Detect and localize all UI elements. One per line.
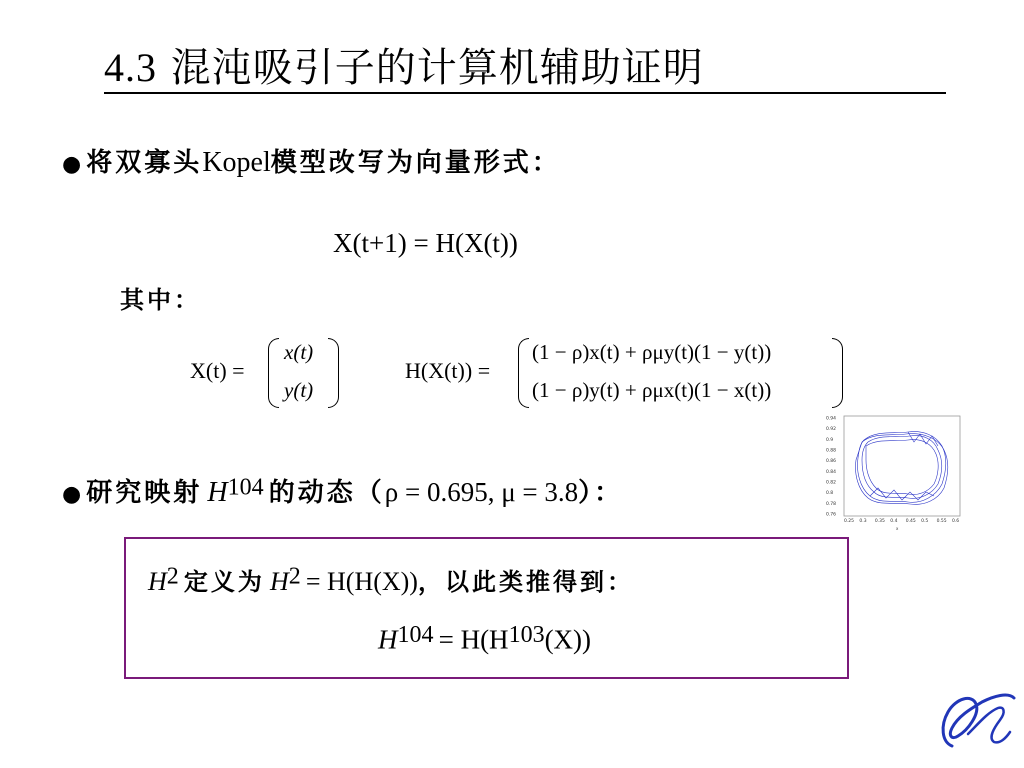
inset-y-tick-label: 0.82 <box>826 480 837 486</box>
page-title <box>104 36 704 93</box>
hmap-row1: (1 − ρ)x(t) + ρμy(t)(1 − y(t)) <box>532 340 772 364</box>
inset-x-tick-label: 0.25 <box>844 519 855 524</box>
box-h2-base: H <box>148 567 167 596</box>
inset-y-tick-label: 0.94 <box>826 416 837 422</box>
vector-row1: x(t) <box>284 340 314 364</box>
eq-main-rhs: H(X(t)) <box>435 228 518 258</box>
bullet-dot: ● <box>62 482 82 507</box>
eq-main-equals: = <box>413 228 429 258</box>
eq-main-lhs: X(t+1) <box>333 228 407 258</box>
inset-x-ticks <box>844 518 959 524</box>
inset-y-ticks <box>826 416 836 518</box>
box-line-1 <box>148 562 634 597</box>
box-def-rhs: = H(H(X)) <box>305 567 418 596</box>
hmap-lhs: H(X(t)) = <box>405 358 491 383</box>
box-final-lhs-exp: 104 <box>397 622 434 648</box>
box-final-lhs-base: H <box>378 624 398 655</box>
inset-x-tick-label: 0.6 <box>952 519 960 524</box>
attractor-inset-plot <box>824 412 964 532</box>
vector-left-paren <box>268 338 279 408</box>
inset-y-tick-label: 0.78 <box>826 501 837 507</box>
box-line-2 <box>378 622 591 655</box>
inset-y-tick-label: 0.8 <box>826 491 834 497</box>
logo-icon <box>938 686 1018 758</box>
vector-right-paren <box>328 338 339 408</box>
box-defined-as: 定义为 <box>183 568 265 596</box>
vector-lhs: X(t) = <box>190 358 245 383</box>
inset-y-tick-label: 0.84 <box>826 469 837 475</box>
box-def-lhs-base: H <box>269 567 289 596</box>
box-final-inner-exp: 103 <box>508 622 545 648</box>
bullet-2 <box>62 472 623 509</box>
inset-x-tick-label: 0.4 <box>890 519 898 524</box>
bullet2-end: ）： <box>578 478 624 508</box>
bullet-dot: ● <box>62 152 82 177</box>
box-final-end: (X)) <box>544 624 592 655</box>
hmap-left-paren <box>518 338 529 408</box>
inset-x-tick-label: 0.55 <box>936 519 947 524</box>
inset-x-axis-label: x <box>896 526 899 531</box>
bullet1-prefix: 将双寡头 <box>86 148 203 178</box>
inset-x-tick-label: 0.45 <box>905 519 916 524</box>
title-number: 4.3 <box>104 45 157 90</box>
equation-main <box>333 228 518 259</box>
box-h2-exp: 2 <box>166 563 179 590</box>
vector-row2: y(t) <box>284 378 314 402</box>
where-label: 其中： <box>120 286 201 314</box>
box-def-lhs-exp: 2 <box>288 563 301 590</box>
inset-y-tick-label: 0.9 <box>826 437 834 443</box>
bullet2-map-exp: 104 <box>227 474 264 501</box>
inset-x-tick-label: 0.35 <box>874 519 885 524</box>
inset-plot-frame <box>844 416 960 516</box>
bullet1-model: Kopel <box>202 147 271 178</box>
bullet2-params: ρ = 0.695, μ = 3.8 <box>384 477 579 507</box>
box-then: ，以此类推得到： <box>417 568 634 596</box>
title-text: 混沌吸引子的计算机辅助证明 <box>170 45 704 91</box>
hmap-row2: (1 − ρ)y(t) + ρμx(t)(1 − x(t)) <box>532 378 772 402</box>
bullet-1 <box>62 142 561 179</box>
inset-y-tick-label: 0.76 <box>826 512 837 518</box>
inset-x-tick-label: 0.3 <box>859 519 867 524</box>
bullet2-prefix: 研究映射 <box>86 478 203 508</box>
box-final-mid: = H(H <box>438 624 509 655</box>
definition-box <box>124 537 849 679</box>
hmap-right-paren <box>832 338 843 408</box>
title-underline <box>104 92 946 94</box>
bullet1-suffix: 模型改写为向量形式： <box>270 148 561 178</box>
inset-y-tick-label: 0.92 <box>826 427 837 433</box>
inset-y-tick-label: 0.88 <box>826 448 837 454</box>
bullet2-middle: 的动态（ <box>268 478 385 508</box>
inset-x-tick-label: 0.5 <box>921 519 929 524</box>
inset-y-tick-label: 0.86 <box>826 459 837 465</box>
bullet2-map-base: H <box>207 477 228 508</box>
